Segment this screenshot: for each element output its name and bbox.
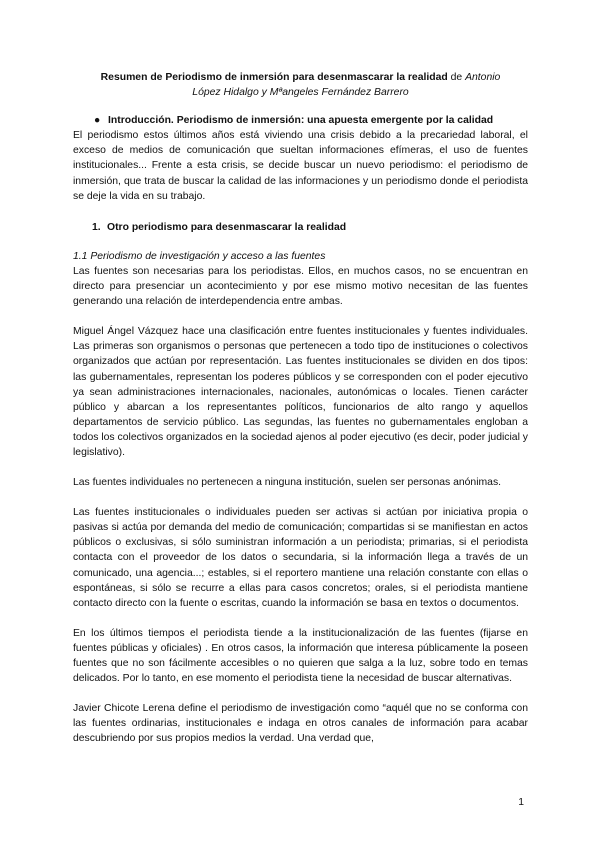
page-content <box>73 70 528 746</box>
body-paragraph: Las fuentes individuales no pertenecen a ninguna institución, suelen ser personas anónimas. <box>73 477 502 489</box>
body-paragraph: Las fuentes institucionales o individuales pueden ser activas si actúan por iniciativa propia o pasivas si actúa por demanda del medio de comunicación; compartidas si se manifiestan en actos públicos o exclusivas, si sólo suministran información a un periodista; primarias, si el periodista contacta con el proveedor de los datos o secundaria, si la información llega a través de un comunicado, una agencia...; estables, si el reportero mantiene una relación constante con ellas o espontáneas, si sólo se recurre a ellas para casos concretos; orales, si el periodista mantiene contacto directo con la fuente o escritas, cuando la información se basa en textos o documentos. <box>73 507 528 609</box>
section-number: 1. <box>92 221 101 233</box>
body-paragraph: En los últimos tiempos el periodista tiende a la institucionalización de las fuentes (fijarse en fuentes públicas y oficiales) . En otros casos, la información que interesa públicamente la poseen fuentes que no son fácilmente accesibles o no quieren que salga a la luz, sobre todo en temas delicados. Por lo tanto, en ese momento el periodista tiene la necesidad de buscar alternativas. <box>73 627 528 685</box>
intro-heading <box>73 113 528 128</box>
document-title <box>73 70 528 100</box>
title-main: Resumen de Periodismo de inmersión para desenmascarar la realidad <box>100 72 448 83</box>
subsection-heading: 1.1 Periodismo de investigación y acceso a las fuentes <box>73 250 326 262</box>
body-paragraph: Las fuentes son necesarias para los periodistas. Ellos, en muchos casos, no se encuentran en directo para presenciar un acontecimiento y por ese mismo motivo necesitan de las fuentes generando una relación de interdependencia entre ambas. <box>73 265 528 308</box>
title-authors-part2: López Hidalgo y Mªangeles Fernández Barrero <box>192 87 409 99</box>
title-connector: de <box>447 72 466 83</box>
body-paragraph: Javier Chicote Lerena define el periodismo de investigación como “aquél que no se conforma con las fuentes ordinarias, institucionales e indaga en otros canales de información para acabar descubriendo por sus propios medios la verdad. Una verdad que, <box>73 703 528 745</box>
intro-paragraph: El periodismo estos últimos años está viviendo una crisis debido a la precariedad laboral, el exceso de medios de comunicación que sueltan informaciones efímeras, el uso de fuentes institucionales... Frente a esta crisis, se decide buscar un nuevo periodismo: el periodismo de inmersión, que trata de buscar la calidad de las informaciones y un periodismo donde el periodista se deje la vida en su trabajo. <box>73 130 528 202</box>
section-heading <box>73 220 528 235</box>
body-paragraph: Miguel Ángel Vázquez hace una clasificación entre fuentes institucionales y fuentes individuales. Las primeras son organismos o personas que pertenecen a todo tipo de instituciones o colectivos organizados que actúan por representación. Las fuentes institucionales se dividen en dos tipos: las gubernamentales, representan los poderes públicos y se corresponden con el poder ejecutivo ya sean administraciones internacionales, nacionales, autonómicas o locales. Tienen carácter público y abarcan a los representantes políticos, funcionarios de alto rango y aquellos departamentos de servicio público. Las segundas, las fuentes no gubernamentales engloban a todos los colectivos organizados en la sociedad ajenos al poder ejecutivo (es decir, poder judicial y legislativo). <box>73 326 528 458</box>
intro-heading-text: Introducción. Periodismo de inmersión: una apuesta emergente por la calidad <box>108 115 494 127</box>
page-number: 1 <box>518 797 524 808</box>
bullet-icon: ● <box>94 115 101 127</box>
section-title: Otro periodismo para desenmascarar la realidad <box>107 221 347 233</box>
title-authors-part1: Antonio <box>465 72 501 83</box>
